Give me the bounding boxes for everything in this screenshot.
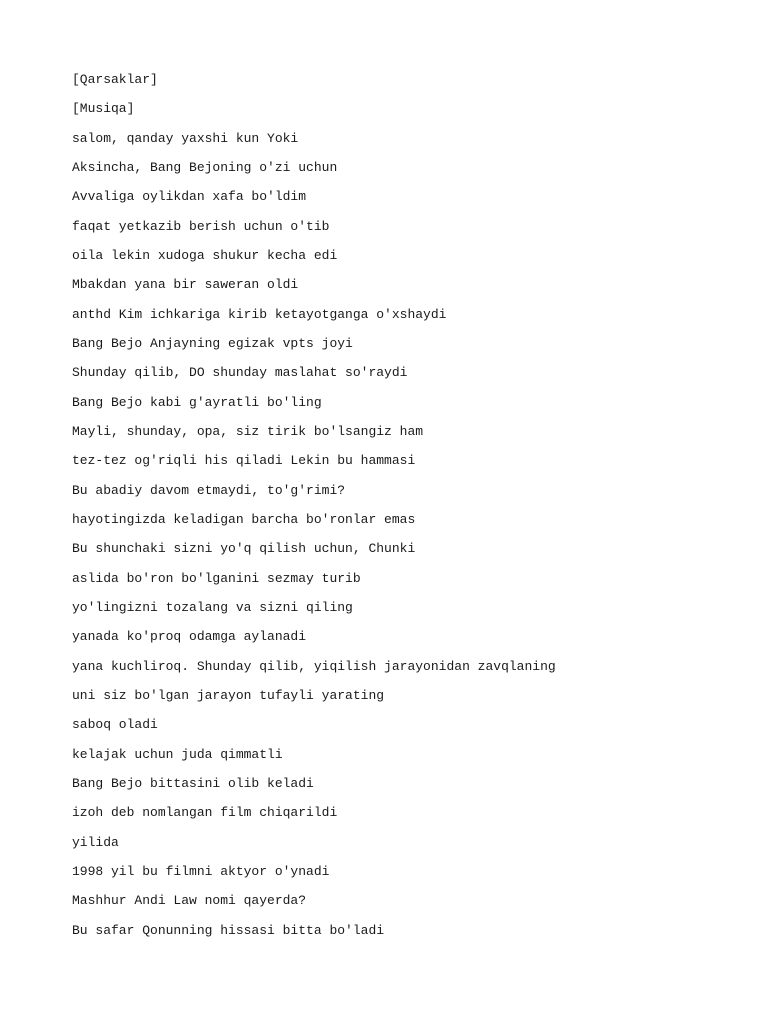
transcript-line: hayotingizda keladigan barcha bo'ronlar emas — [72, 511, 416, 527]
transcript-line: [Qarsaklar] — [72, 72, 158, 87]
transcript-line: Mayli, shunday, opa, siz tirik bo'lsangiz ham — [72, 423, 424, 439]
transcript-line: Mbakdan yana bir saweran oldi — [72, 277, 299, 293]
transcript-line: salom, qanday yaxshi kun Yoki — [72, 130, 299, 146]
transcript-line: 1998 yil bu filmni aktyor o'ynadi — [72, 863, 330, 879]
transcript-line: faqat yetkazib berish uchun o'tib — [72, 218, 330, 234]
transcript-line: oila lekin xudoga shukur kecha edi — [72, 247, 338, 263]
transcript-line: Bang Bejo bittasini olib keladi — [72, 775, 314, 791]
transcript-line: Bu safar Qonunning hissasi bitta bo'ladi — [72, 922, 385, 938]
transcript-line: uni siz bo'lgan jarayon tufayli yarating — [72, 687, 385, 703]
transcript-line: Mashhur Andi Law nomi qayerda? — [72, 893, 307, 909]
transcript-line: aslida bo'ron bo'lganini sezmay turib — [72, 570, 361, 586]
transcript-line: saboq oladi — [72, 717, 158, 733]
transcript-line: Bu abadiy davom etmaydi, to'g'rimi? — [72, 482, 346, 498]
transcript-line: Avvaliga oylikdan xafa bo'ldim — [72, 189, 307, 205]
transcript-document — [72, 70, 752, 950]
transcript-line: Bang Bejo kabi g'ayratli bo'ling — [72, 394, 322, 410]
transcript-line: izoh deb nomlangan film chiqarildi — [72, 805, 338, 821]
transcript-line: yo'lingizni tozalang va sizni qiling — [72, 599, 353, 615]
transcript-line: anthd Kim ichkariga kirib ketayotganga o'xshaydi — [72, 306, 447, 322]
transcript-line: kelajak uchun juda qimmatli — [72, 746, 283, 762]
transcript-line: tez-tez og'riqli his qiladi Lekin bu hammasi — [72, 453, 416, 469]
transcript-line: yanada ko'proq odamga aylanadi — [72, 629, 307, 645]
transcript-line: Shunday qilib, DO shunday maslahat so'raydi — [72, 365, 408, 381]
transcript-line: [Musiqa] — [72, 101, 135, 117]
transcript-line: Bu shunchaki sizni yo'q qilish uchun, Chunki — [72, 541, 416, 557]
transcript-line: Bang Bejo Anjayning egizak vpts joyi — [72, 335, 353, 351]
transcript-line: yana kuchliroq. Shunday qilib, yiqilish jarayonidan zavqlaning — [72, 658, 556, 674]
transcript-line: yilida — [72, 834, 119, 850]
transcript-line: Aksincha, Bang Bejoning o'zi uchun — [72, 159, 338, 175]
